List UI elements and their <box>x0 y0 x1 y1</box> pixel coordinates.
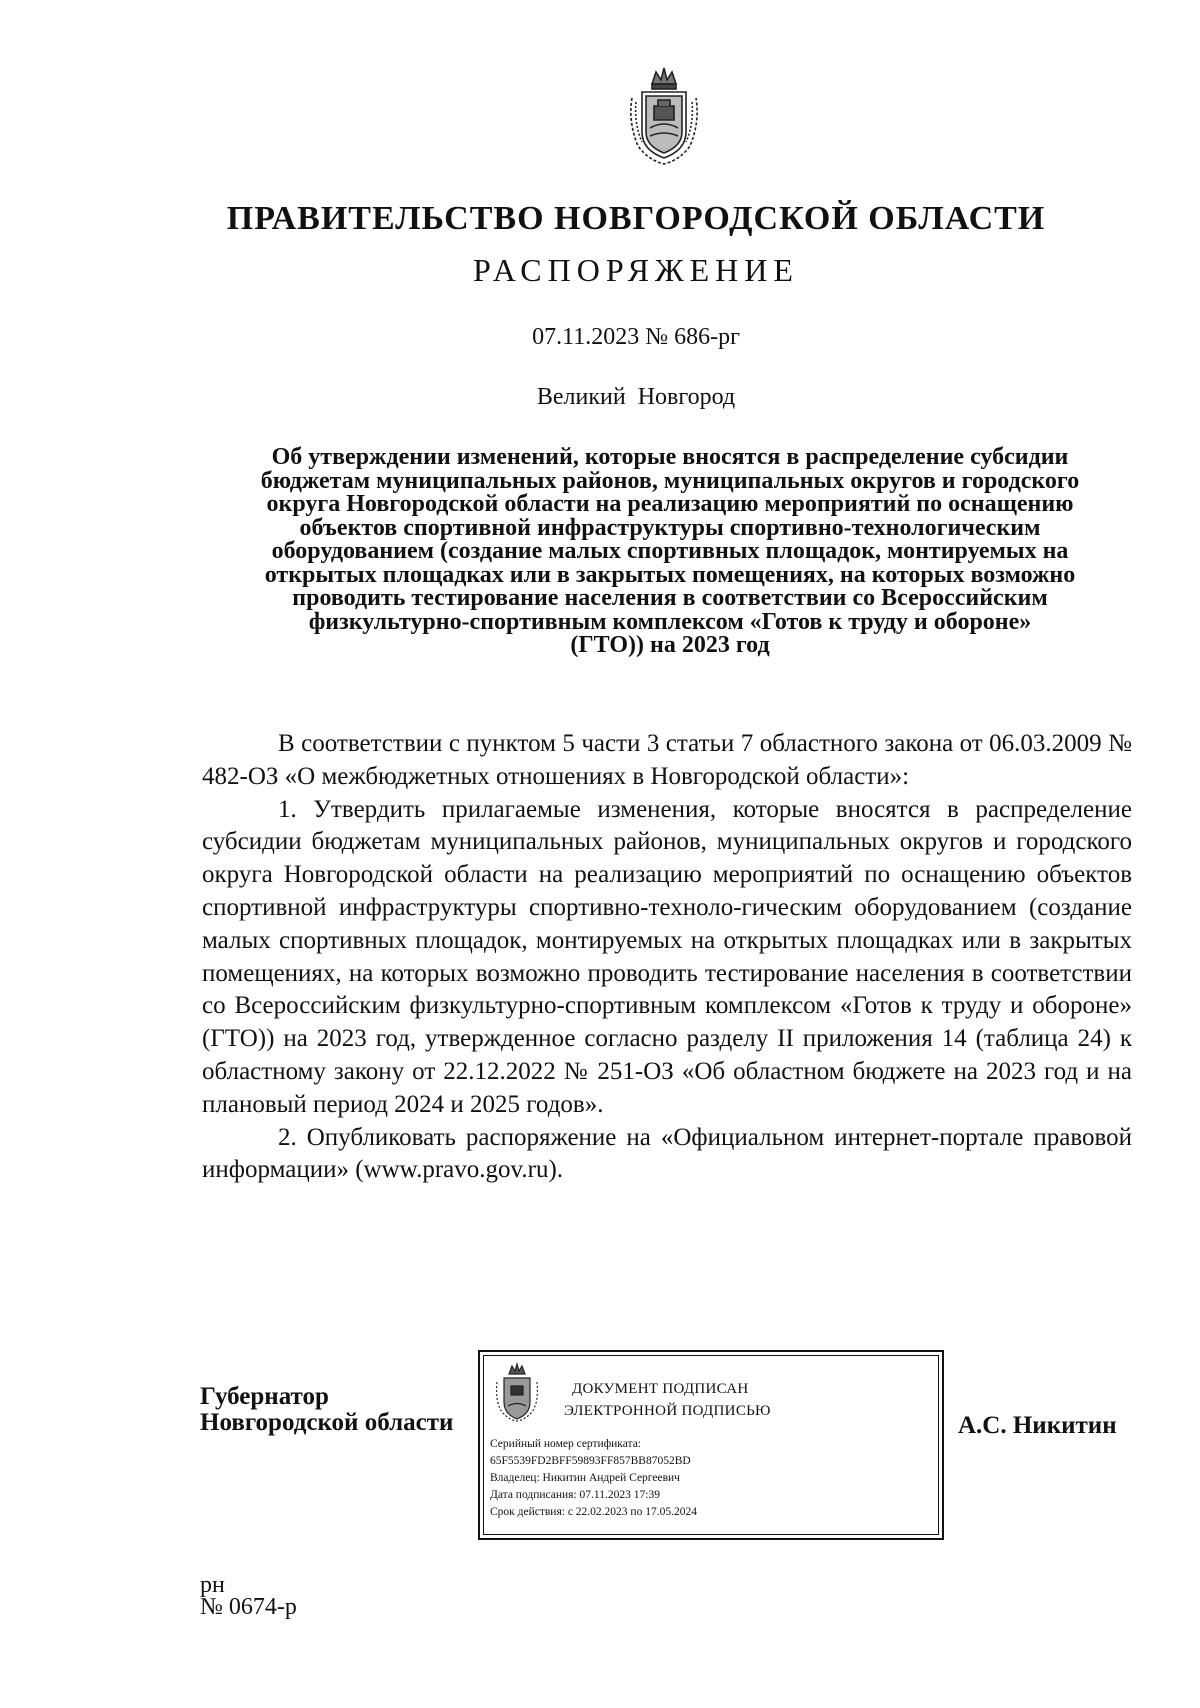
preamble-paragraph: В соответствии с пунктом 5 части 3 статьи 7 областного закона от 06.03.2009 № 482-ОЗ «О межбюджетных отношениях в Новгородской области»: <box>202 730 1132 790</box>
subject-line: (ГТО)) на 2023 год <box>570 632 770 658</box>
item-1-paragraph: 1. Утвердить прилагаемые изменения, которые вносятся в распределение субсидии бюджетам муниципальных районов, муниципальных округов и городского округа Новгородской области на реализацию мероприятий по оснащению объектов спортивной инфраструктуры спортивно-техноло-гическим оборудованием (создание малых спортивных площадок, монтируемых на открытых площадках или в закрытых помещениях, на которых возможно проводить тестирование населения в соответствии со Всероссийским физкультурно-спортивным комплексом «Готов к труду и обороне» (ГТО)) на 2023 год, утвержденное согласно разделу II приложения 14 (таблица 24) к областному закону от 22.12.2022 № 251-ОЗ «Об областном бюджете на 2023 год и на плановый период 2024 и 2025 годов». <box>202 795 1132 1118</box>
coat-of-arms-icon <box>628 62 700 167</box>
subject-line: проводить тестирование населения в соответствии со Всероссийским <box>292 585 1048 611</box>
stamp-validity: Срок действия: с 22.02.2023 по 17.05.2024 <box>490 1506 697 1518</box>
stamp-title <box>564 1378 771 1422</box>
subject-line: открытых площадках или в закрытых помещениях, на которых возможно <box>264 561 1076 588</box>
subject-line: объектов спортивной инфраструктуры спортивно-технологическим <box>299 514 1041 541</box>
document-date-number: 07.11.2023 № 686-рг <box>532 324 740 350</box>
footer-code-line: № 0674-р <box>200 1594 297 1620</box>
stamp-serial-label: Серийный номер сертификата: <box>490 1438 641 1450</box>
stamp-inner-frame <box>483 1355 939 1535</box>
footer-code-line: рн <box>200 1572 225 1598</box>
stamp-details <box>490 1436 697 1521</box>
footer-code <box>200 1574 297 1618</box>
document-kind: РАСПОРЯЖЕНИЕ <box>473 252 799 288</box>
stamp-owner: Владелец: Никитин Андрей Сергеевич <box>490 1472 680 1484</box>
document-body <box>202 728 1132 1187</box>
subject-line: оборудованием (создание малых спортивных площадок, монтируемых на <box>271 538 1069 564</box>
subject-line: физкультурно-спортивным комплексом «Готов к труду и обороне» <box>308 608 1032 635</box>
organization-title: ПРАВИТЕЛЬСТВО НОВГОРОДСКОЙ ОБЛАСТИ <box>226 200 1046 237</box>
subject-line: бюджетам муниципальных районов, муниципальных округов и городского <box>260 467 1080 494</box>
signatory-name: А.С. Никитин <box>958 1412 1117 1439</box>
stamp-title-line: ЭЛЕКТРОННОЙ ПОДПИСЬЮ <box>564 1403 771 1419</box>
e-signature-stamp <box>478 1350 944 1540</box>
signatory-role-line: Губернатор <box>200 1383 329 1410</box>
stamp-signed-date: Дата подписания: 07.11.2023 17:39 <box>490 1489 660 1501</box>
subject-line: Об утверждении изменений, которые вносятся в распределение субсидии <box>271 444 1069 470</box>
signatory-role <box>200 1384 453 1436</box>
subject-line: округа Новгородской области на реализацию мероприятий по оснащению <box>266 491 1074 517</box>
document-subject <box>200 446 1140 658</box>
stamp-title-line: ДОКУМЕНТ ПОДПИСАН <box>572 1381 749 1397</box>
stamp-coat-of-arms-icon <box>494 1362 540 1422</box>
signatory-role-line: Новгородской области <box>200 1409 454 1436</box>
stamp-serial: 65F5539FD2BFF59893FF857BB87052BD <box>490 1455 691 1467</box>
document-city: Великий Новгород <box>536 384 736 410</box>
item-2-paragraph: 2. Опубликовать распоряжение на «Официальном интернет-портале правовой информации» (www.pravo.gov.ru). <box>202 1123 1132 1184</box>
